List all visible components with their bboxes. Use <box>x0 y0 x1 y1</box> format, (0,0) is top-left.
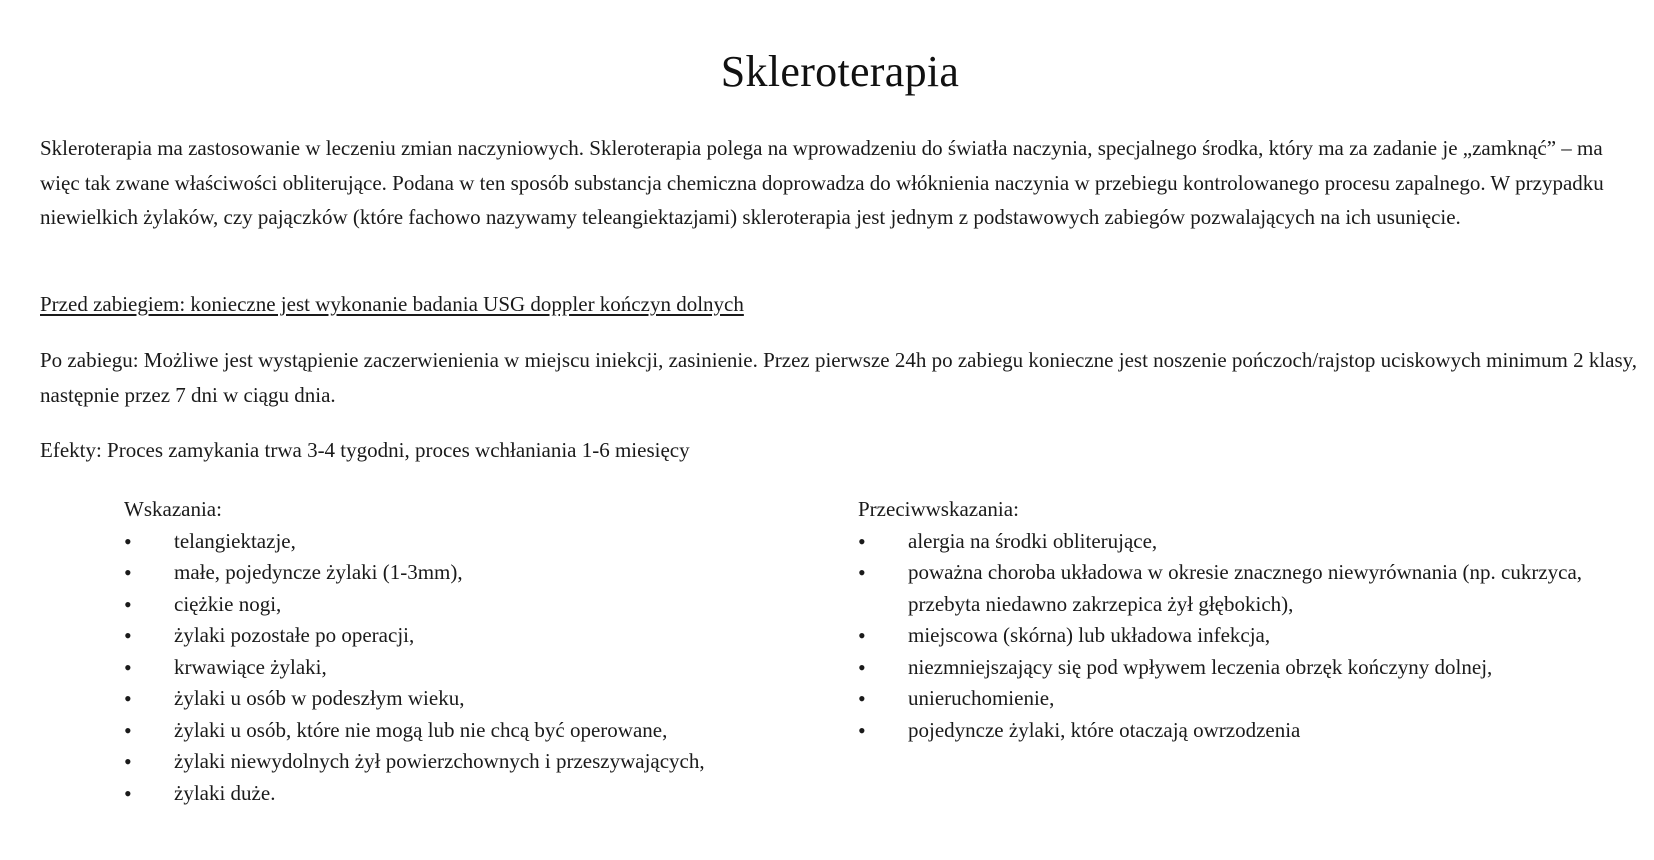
effects-paragraph: Efekty: Proces zamykania trwa 3-4 tygodni, proces wchłaniania 1-6 miesięcy <box>40 438 690 462</box>
list-item-text: pojedyncze żylaki, które otaczają owrzodzenia <box>908 717 1301 742</box>
list-item-text: poważna choroba układowa w okresie znacznego niewyrównania (np. cukrzyca, przebyta niedawno zakrzepica żył głębokich), <box>908 560 1583 616</box>
bullet-icon: • <box>858 528 866 554</box>
bullet-icon: • <box>124 654 132 680</box>
list-item <box>124 620 784 652</box>
bullet-icon: • <box>858 623 866 648</box>
list-item-text: żylaki u osób, które nie mogą lub nie chcą być operowane, <box>174 717 668 742</box>
list-item <box>124 589 784 621</box>
indications-heading: Wskazania: <box>124 497 222 521</box>
list-item <box>124 778 784 810</box>
after-procedure-paragraph: Po zabiegu: Możliwe jest wystąpienie zaczerwienienia w miejscu iniekcji, zasinienie. Przez pierwsze 24h po zabiegu konieczne jest noszenie pończoch/rajstop uciskowych minimum 2 klasy, następnie przez 7 dni w ciągu dnia. <box>40 348 1638 407</box>
page-title: Skleroterapia <box>720 47 960 96</box>
bullet-icon: • <box>124 591 132 617</box>
contraindications-heading: Przeciwwskazania: <box>858 497 1019 521</box>
list-item <box>124 683 784 715</box>
list-item-text: ciężkie nogi, <box>174 591 282 616</box>
list-item <box>858 715 1648 747</box>
bullet-icon: • <box>124 717 132 743</box>
list-item-text: małe, pojedyncze żylaki (1-3mm), <box>174 560 463 584</box>
list-item <box>858 526 1648 558</box>
list-item <box>124 557 784 589</box>
indications-section <box>124 494 784 809</box>
bullet-icon: • <box>124 780 132 806</box>
contraindications-list <box>858 526 1648 747</box>
contraindications-section <box>858 494 1648 746</box>
list-item-text: niezmniejszający się pod wpływem leczenia obrzęk kończyny dolnej, <box>908 654 1493 679</box>
list-item <box>858 620 1648 652</box>
list-item-text: żylaki pozostałe po operacji, <box>174 623 415 647</box>
bullet-icon: • <box>124 749 132 774</box>
list-item-text: unieruchomienie, <box>908 686 1055 710</box>
bullet-icon: • <box>124 686 132 711</box>
bullet-icon: • <box>124 528 132 554</box>
indications-list <box>124 526 784 810</box>
bullet-icon: • <box>124 560 132 585</box>
bullet-icon: • <box>858 654 866 680</box>
list-item-text: alergia na środki obliterujące, <box>908 528 1158 553</box>
list-item-text: telangiektazje, <box>174 528 296 553</box>
list-item <box>858 652 1648 684</box>
bullet-icon: • <box>124 623 132 648</box>
list-item-text: krwawiące żylaki, <box>174 654 327 679</box>
list-item-text: miejscowa (skórna) lub układowa infekcja, <box>908 623 1271 647</box>
list-item <box>858 683 1648 715</box>
list-item-text: żylaki niewydolnych żył powierzchownych i przeszywających, <box>174 749 705 773</box>
bullet-icon: • <box>858 686 866 711</box>
list-item-text: żylaki duże. <box>174 780 276 805</box>
list-item <box>124 526 784 558</box>
bullet-icon: • <box>858 560 866 585</box>
list-item <box>124 715 784 747</box>
list-item <box>124 652 784 684</box>
list-item <box>858 557 1648 620</box>
before-procedure-paragraph: Przed zabiegiem: konieczne jest wykonanie badania USG doppler kończyn dolnych <box>40 292 744 316</box>
list-item <box>124 746 784 778</box>
intro-paragraph: Skleroterapia ma zastosowanie w leczeniu zmian naczyniowych. Skleroterapia polega na wprowadzeniu do światła naczynia, specjalnego środka, który ma za zadanie je „zamknąć” – ma więc tak zwane właściwości obliterujące. Podana w ten sposób substancja chemiczna doprowadza do włóknienia naczynia w przebiegu kontrolowanego procesu zapalnego. W przypadku niewielkich żylaków, czy pajączków (które fachowo nazywamy teleangiektazjami) skleroterapia jest jednym z podstawowych zabiegów pozwalających na ich usunięcie. <box>40 136 1604 229</box>
list-item-text: żylaki u osób w podeszłym wieku, <box>174 686 465 710</box>
bullet-icon: • <box>858 717 866 743</box>
